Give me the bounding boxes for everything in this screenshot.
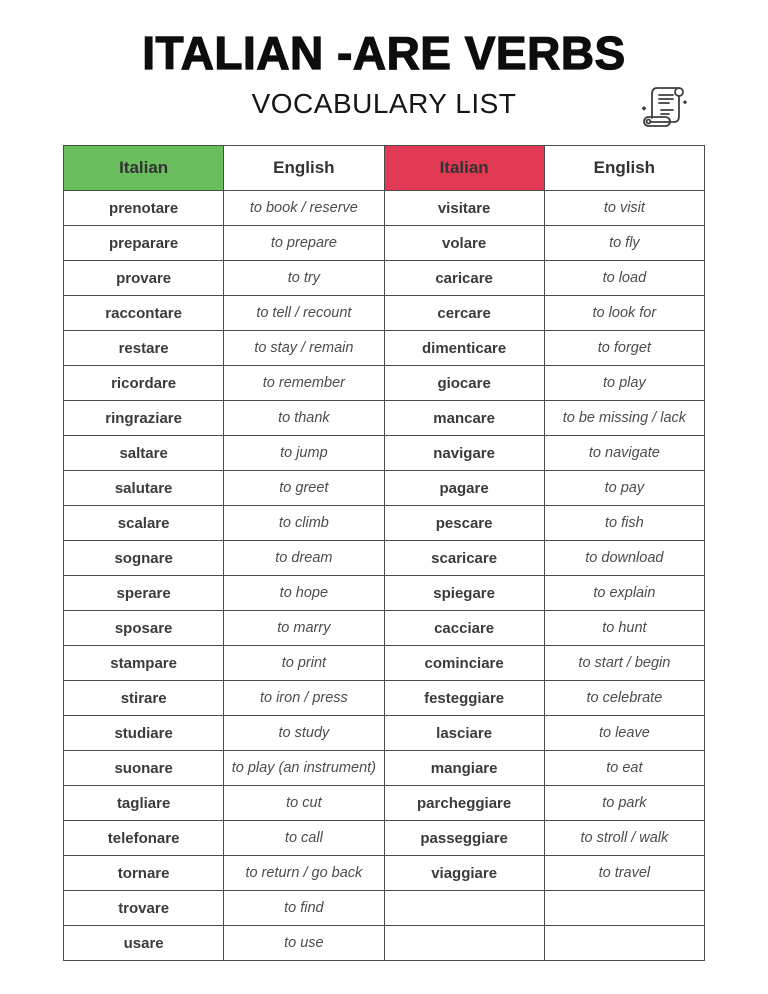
table-row bbox=[64, 681, 705, 716]
english-cell: to celebrate bbox=[544, 681, 704, 716]
italian-cell: restare bbox=[64, 331, 224, 366]
italian-cell: tagliare bbox=[64, 786, 224, 821]
italian-cell: cacciare bbox=[384, 611, 544, 646]
italian-cell: festeggiare bbox=[384, 681, 544, 716]
italian-cell: suonare bbox=[64, 751, 224, 786]
italian-cell: stampare bbox=[64, 646, 224, 681]
italian-cell: navigare bbox=[384, 436, 544, 471]
italian-cell: dimenticare bbox=[384, 331, 544, 366]
italian-cell: passeggiare bbox=[384, 821, 544, 856]
page-subtitle: VOCABULARY LIST bbox=[251, 88, 517, 119]
english-cell: to visit bbox=[544, 191, 704, 226]
english-cell: to hunt bbox=[544, 611, 704, 646]
italian-cell bbox=[384, 926, 544, 961]
vocab-table bbox=[63, 145, 705, 961]
english-cell: to fly bbox=[544, 226, 704, 261]
english-cell: to stay / remain bbox=[224, 331, 384, 366]
table-row bbox=[64, 401, 705, 436]
english-cell: to be missing / lack bbox=[544, 401, 704, 436]
table-row bbox=[64, 576, 705, 611]
table-row bbox=[64, 436, 705, 471]
table-row bbox=[64, 891, 705, 926]
italian-cell: prenotare bbox=[64, 191, 224, 226]
italian-cell: parcheggiare bbox=[384, 786, 544, 821]
italian-cell: visitare bbox=[384, 191, 544, 226]
italian-cell bbox=[384, 891, 544, 926]
italian-cell: scalare bbox=[64, 506, 224, 541]
english-cell: to find bbox=[224, 891, 384, 926]
table-row bbox=[64, 716, 705, 751]
english-cell: to remember bbox=[224, 366, 384, 401]
italian-cell: cercare bbox=[384, 296, 544, 331]
english-cell: to print bbox=[224, 646, 384, 681]
italian-cell: volare bbox=[384, 226, 544, 261]
italian-cell: saltare bbox=[64, 436, 224, 471]
table-row bbox=[64, 471, 705, 506]
italian-cell: spiegare bbox=[384, 576, 544, 611]
english-cell: to look for bbox=[544, 296, 704, 331]
header-english-right: English bbox=[544, 146, 704, 191]
table-row bbox=[64, 331, 705, 366]
english-cell: to park bbox=[544, 786, 704, 821]
table-row bbox=[64, 296, 705, 331]
english-cell: to return / go back bbox=[224, 856, 384, 891]
italian-cell: raccontare bbox=[64, 296, 224, 331]
vocab-table-header bbox=[64, 146, 705, 191]
italian-cell: usare bbox=[64, 926, 224, 961]
header-row bbox=[64, 146, 705, 191]
italian-cell: provare bbox=[64, 261, 224, 296]
italian-cell: telefonare bbox=[64, 821, 224, 856]
english-cell: to stroll / walk bbox=[544, 821, 704, 856]
italian-cell: ringraziare bbox=[64, 401, 224, 436]
english-cell: to marry bbox=[224, 611, 384, 646]
table-row bbox=[64, 506, 705, 541]
italian-cell: ricordare bbox=[64, 366, 224, 401]
english-cell: to play bbox=[544, 366, 704, 401]
english-cell: to play (an instrument) bbox=[224, 751, 384, 786]
table-row bbox=[64, 611, 705, 646]
table-row bbox=[64, 226, 705, 261]
italian-cell: salutare bbox=[64, 471, 224, 506]
italian-cell: caricare bbox=[384, 261, 544, 296]
table-row bbox=[64, 541, 705, 576]
english-cell: to fish bbox=[544, 506, 704, 541]
english-cell: to forget bbox=[544, 331, 704, 366]
english-cell: to travel bbox=[544, 856, 704, 891]
english-cell: to book / reserve bbox=[224, 191, 384, 226]
vocab-table-body bbox=[64, 191, 705, 961]
english-cell: to call bbox=[224, 821, 384, 856]
italian-cell: preparare bbox=[64, 226, 224, 261]
italian-cell: cominciare bbox=[384, 646, 544, 681]
header-italian-left: Italian bbox=[64, 146, 224, 191]
italian-cell: pescare bbox=[384, 506, 544, 541]
italian-cell: lasciare bbox=[384, 716, 544, 751]
english-cell: to iron / press bbox=[224, 681, 384, 716]
english-cell bbox=[544, 891, 704, 926]
italian-cell: trovare bbox=[64, 891, 224, 926]
english-cell: to pay bbox=[544, 471, 704, 506]
italian-cell: sperare bbox=[64, 576, 224, 611]
italian-cell: viaggiare bbox=[384, 856, 544, 891]
english-cell: to start / begin bbox=[544, 646, 704, 681]
english-cell: to study bbox=[224, 716, 384, 751]
italian-cell: scaricare bbox=[384, 541, 544, 576]
table-row bbox=[64, 366, 705, 401]
page-title: ITALIAN -ARE VERBS bbox=[142, 27, 626, 79]
english-cell: to climb bbox=[224, 506, 384, 541]
table-row bbox=[64, 821, 705, 856]
english-cell: to download bbox=[544, 541, 704, 576]
italian-cell: sognare bbox=[64, 541, 224, 576]
italian-cell: giocare bbox=[384, 366, 544, 401]
english-cell: to jump bbox=[224, 436, 384, 471]
english-cell: to leave bbox=[544, 716, 704, 751]
english-cell: to tell / recount bbox=[224, 296, 384, 331]
header-english-left: English bbox=[224, 146, 384, 191]
table-row bbox=[64, 646, 705, 681]
english-cell bbox=[544, 926, 704, 961]
english-cell: to eat bbox=[544, 751, 704, 786]
table-row bbox=[64, 926, 705, 961]
english-cell: to load bbox=[544, 261, 704, 296]
table-row bbox=[64, 191, 705, 226]
english-cell: to explain bbox=[544, 576, 704, 611]
table-row bbox=[64, 751, 705, 786]
english-cell: to cut bbox=[224, 786, 384, 821]
english-cell: to navigate bbox=[544, 436, 704, 471]
italian-cell: tornare bbox=[64, 856, 224, 891]
table-row bbox=[64, 261, 705, 296]
italian-cell: mancare bbox=[384, 401, 544, 436]
italian-cell: pagare bbox=[384, 471, 544, 506]
english-cell: to greet bbox=[224, 471, 384, 506]
english-cell: to thank bbox=[224, 401, 384, 436]
italian-cell: sposare bbox=[64, 611, 224, 646]
header-italian-right: Italian bbox=[384, 146, 544, 191]
english-cell: to prepare bbox=[224, 226, 384, 261]
english-cell: to try bbox=[224, 261, 384, 296]
italian-cell: mangiare bbox=[384, 751, 544, 786]
english-cell: to use bbox=[224, 926, 384, 961]
italian-cell: studiare bbox=[64, 716, 224, 751]
scroll-icon bbox=[636, 85, 690, 134]
table-row bbox=[64, 786, 705, 821]
table-row bbox=[64, 856, 705, 891]
english-cell: to dream bbox=[224, 541, 384, 576]
italian-cell: stirare bbox=[64, 681, 224, 716]
english-cell: to hope bbox=[224, 576, 384, 611]
subtitle-row bbox=[0, 85, 768, 127]
